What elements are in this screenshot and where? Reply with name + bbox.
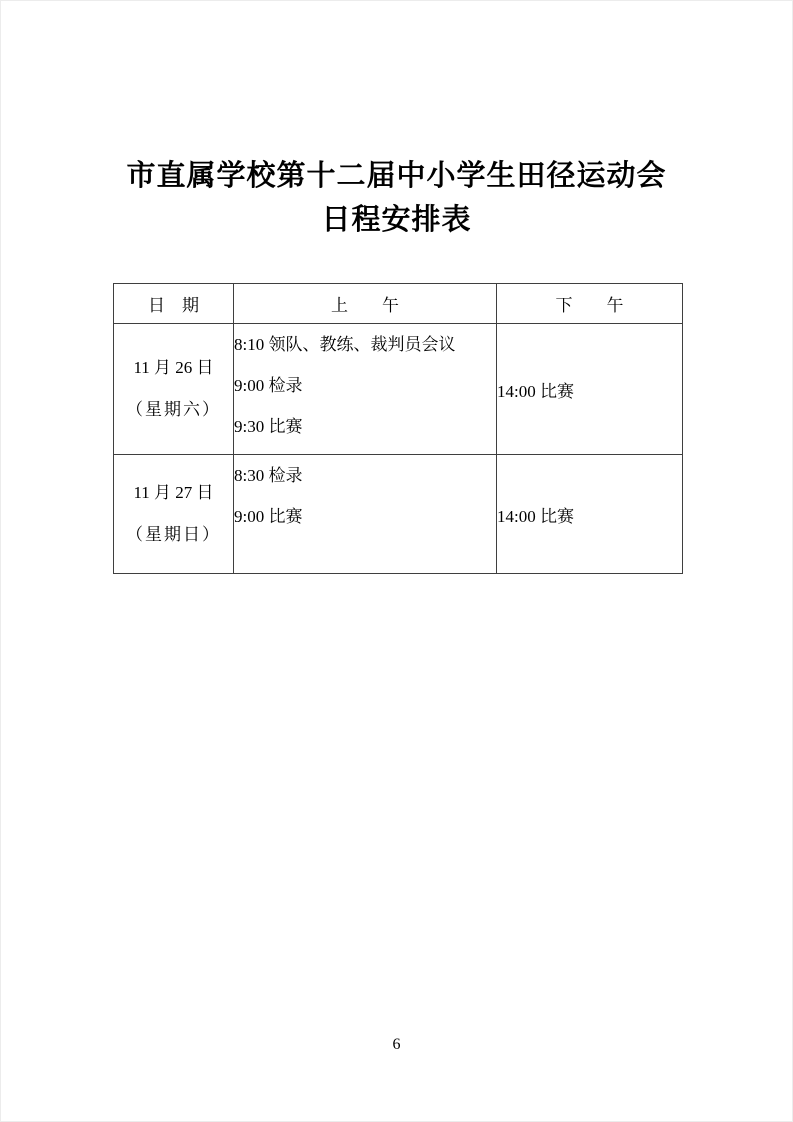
header-cell-morning: 上 午 xyxy=(234,284,497,324)
schedule-item: 9:00 比赛 xyxy=(234,507,303,526)
weekday-text: （星期日） xyxy=(126,525,221,544)
page-number: 6 xyxy=(392,1036,401,1053)
afternoon-cell xyxy=(497,324,683,455)
header-cell-date: 日 期 xyxy=(114,284,234,324)
document-title-line2: 日程安排表 xyxy=(321,204,472,236)
date-cell xyxy=(114,455,234,574)
document-title xyxy=(0,154,793,242)
afternoon-cell xyxy=(497,455,683,574)
header-cell-afternoon: 下 午 xyxy=(497,284,683,324)
schedule-item: 8:10 领队、教练、裁判员会议 xyxy=(234,335,456,354)
table-header-row xyxy=(114,284,683,324)
schedule-item: 9:30 比赛 xyxy=(234,417,303,436)
morning-cell xyxy=(234,455,497,574)
table-row xyxy=(114,455,683,574)
weekday-text: （星期六） xyxy=(126,400,221,419)
date-cell xyxy=(114,324,234,455)
schedule-table xyxy=(113,283,683,574)
schedule-item: 14:00 比赛 xyxy=(497,381,574,401)
table-row xyxy=(114,324,683,455)
document-title-line1: 市直属学校第十二届中小学生田径运动会 xyxy=(126,160,667,192)
date-text: 11 月 26 日 xyxy=(133,358,214,377)
schedule-item: 8:30 检录 xyxy=(234,466,303,485)
morning-cell xyxy=(234,324,497,455)
schedule-item: 14:00 比赛 xyxy=(497,506,574,526)
date-text: 11 月 27 日 xyxy=(133,483,214,502)
schedule-item: 9:00 检录 xyxy=(234,376,303,395)
